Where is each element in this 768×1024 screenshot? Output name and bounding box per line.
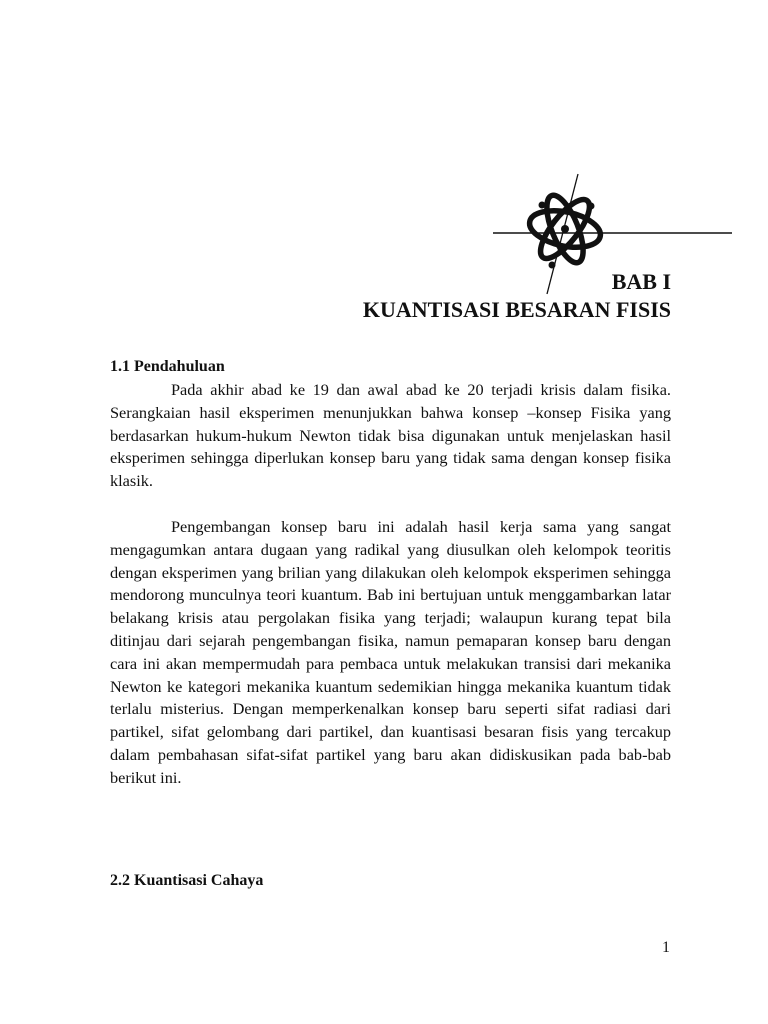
atom-electron: [549, 262, 556, 269]
section-heading: 1.1 Pendahuluan: [110, 358, 225, 375]
body-paragraph: Pengembangan konsep baru ini adalah hasil kerja sama yang sangat mengagumkan antara dugaan yang radikal yang diusulkan oleh kelompok teoritis dengan eksperimen yang brilian yang dilakukan oleh kelompok eksperimen sehingga mendorong munculnya teori kuantum. Bab ini bertujuan untuk menggambarkan latar belakang krisis atau pergolakan fisika yang terjadi; walaupun kurang tepat bila ditinjau dari sejarah pengembangan fisika, namun pemaparan konsep baru dengan cara ini akan mempermudah para pembaca untuk melakukan transisi dari mekanika Newton ke kategori mekanika kuantum sedemikian hingga mekanika kuantum tidak terlalu misterius. Dengan memperkenalkan konsep baru seperti sifat radiasi dari partikel, sifat gelombang dari partikel, dan kuantisasi besaran fisis yang tercakup dalam pembahasan sifat-sifat partikel yang baru akan didiskusikan pada bab-bab berikut ini.: [110, 517, 671, 787]
body-paragraph: Pada akhir abad ke 19 dan awal abad ke 20 terjadi krisis dalam fisika. Serangkaian hasil eksperimen menunjukkan bahwa konsep –konsep Fisika yang berdasarkan hukum-hukum Newton tidak bisa digunakan untuk menjelaskan hasil eksperimen sehingga diperlukan konsep baru yang tidak sama dengan konsep fisika klasik.: [110, 380, 671, 491]
chapter-title: KUANTISASI BESARAN FISIS: [362, 297, 671, 322]
atom-electron: [539, 202, 546, 209]
atom-nucleus: [561, 225, 569, 233]
page-number: 1: [662, 939, 670, 956]
chapter-label: BAB I: [611, 269, 671, 294]
atom-electron: [588, 203, 595, 210]
section-heading: 2.2 Kuantisasi Cahaya: [110, 872, 264, 889]
